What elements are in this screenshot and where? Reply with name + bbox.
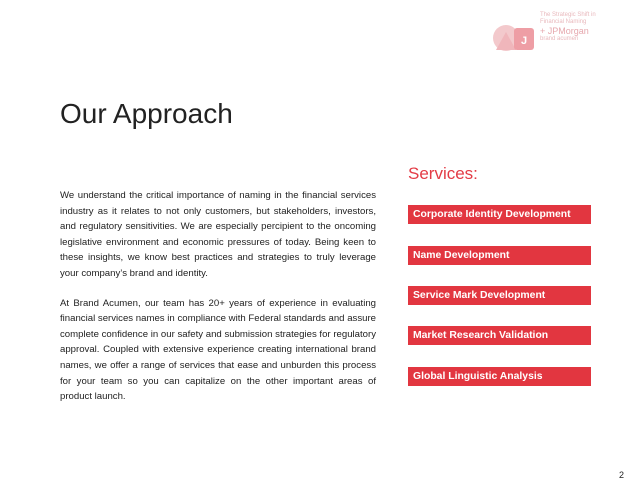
service-name-development: Name Development xyxy=(408,246,591,265)
logo-line-1: The Strategic Shift in xyxy=(540,12,596,18)
services-heading: Services: xyxy=(408,164,478,183)
logo-badge-icon xyxy=(492,20,536,56)
service-global-linguistic-analysis: Global Linguistic Analysis xyxy=(408,367,591,386)
page-title: Our Approach xyxy=(60,98,233,129)
svg-text:J: J xyxy=(520,35,528,47)
page-number: 2 xyxy=(618,470,624,480)
paragraph-1: We understand the critical importance of naming in the financial services industry as it relates to not only customers, but stakeholders, investors, and regulatory sensitivities. We are especially percipient to the oncoming legislative environment and economic pressures of today. Being keen to these insights, we know best practices and strategies to truly leverage your company’s brand and identity. xyxy=(60,190,376,279)
logo-line-3: + JPMorgan xyxy=(540,26,589,36)
service-corporate-identity-development: Corporate Identity Development xyxy=(408,205,591,224)
body-text xyxy=(60,188,376,419)
logo-line-2: Financial Naming xyxy=(540,19,587,25)
service-market-research-validation: Market Research Validation xyxy=(408,326,591,345)
brand-logo xyxy=(492,12,622,60)
service-service-mark-development: Service Mark Development xyxy=(408,286,591,305)
paragraph-2: At Brand Acumen, our team has 20+ years of experience in evaluating financial services names in compliance with Federal standards and assure complete confidence in our safety and submission strategies for regulatory approval. Coupled with extensive experience creating international brand names, we offer a range of services that ease and unburden this process for your team so you can capitalize on the other important areas of product launch. xyxy=(60,297,376,403)
logo-line-4: brand acumen xyxy=(540,36,579,42)
logo-text xyxy=(540,12,622,43)
